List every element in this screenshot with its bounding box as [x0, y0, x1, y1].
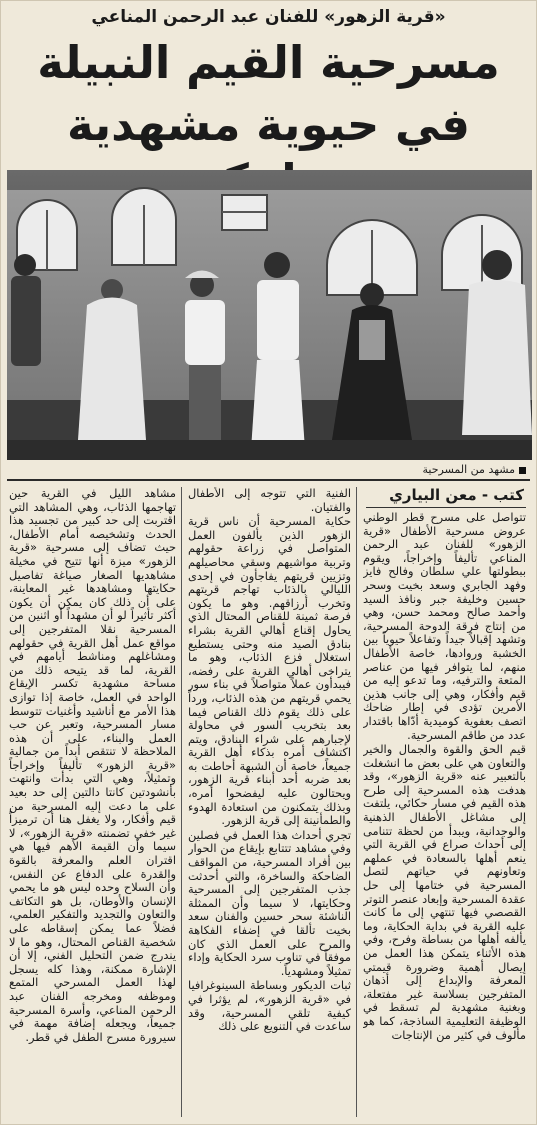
column-divider	[356, 487, 357, 1117]
caption-square-icon	[519, 467, 526, 474]
headline-line-1: مسرحية القيم النبيلة	[37, 36, 500, 89]
stage-photo	[7, 170, 532, 460]
column-2-paragraph: تجري أحداث هذا العمل في فصلين وفي مشاهد تتتابع بإيقاع من الحوار بين أفراد المسرحية، من المواقف الضاحكة والساخرة، والتي أحدثت جذب المتفرجين إلى المسرحية وحكايتها، لا سيما وأن الممثلة الناشئة سحر حسين والفنان سعد بخيت تألقا في إضفاء الفكاهة والمرح على العمل الذي كان موفقاً في تناوب سرد الحكاية وإداء تمثيلاً ومشهدياً.	[188, 827, 351, 978]
headline-line-2: في حيوية مشهدية	[66, 98, 471, 151]
article-column-3	[9, 487, 176, 1119]
article-column-1	[363, 511, 526, 1119]
column-2-paragraph: حكاية المسرحية أن ناس قرية الزهور الذين يألفون العمل المتواصل في زراعة حقولهم وتربية مواشيهم وسقي محاصيلهم وتزيين قريتهم يفاجأون في إحدى الليالي بالذئاب تهاجم قريتهم وتخرب أرزاقهم. وهو ما يكون فرصة ثمينة للقناص المحتال الذي يحاول إقناع أهالي القرية بشراء بنادق الصيد منه وحتى يستطيع استغلال فزع الذئاب، وهو ما يتراخى أهالي القرية على رفضه، فيبدأون عملاً متواصلاً في بناء سور يحمي قريتهم من هذه الذئاب، ورداً على ذلك يقوم ذلك القناص فيما بعد بتخريب السور في محاولة لإجبارهم على شراء البنادق، ويتم اكتشاف أمره بذكاء أهل القرية جميعاً، خاصة أن الشبهة أحاطت به بعد ضربه أحد أبناء قرية الزهور، ويحتالون عليه ليفضحوا أمره، وبذلك يتمكنون من استعادة الهدوء والطمأنينة إلى قرية الزهور.	[188, 514, 351, 828]
column-divider	[181, 487, 182, 1117]
article-kicker: «قرية الزهور» للفنان عبد الرحمن المناعي	[91, 7, 446, 27]
byline-rule	[366, 507, 526, 508]
column-1-paragraph: قيم الحق والقوة والجمال والخير والتعاون هي على بعض ما انشغلت بالتعبير عنه «قرية الزهور»، وقد هدفت هذه المسرحية إلى طرح هذه القيم في مسار حكائي، يلتفت إلى مشاغل الأطفال الذهنية والوجدانية، ويبدأ من لحظة تتنامى إلى أحداث صراع في القرية التي ينعم أهلها بالسعادة في عملهم وتعاونهم في حياتهم لتصل المسرحية في ختامها إلى حل عقدة المسرحية وإبعاد عنصر التوتر القصصي فيها تنتهي إلى ما كانت عليه القرية في بداية الحكاية، وما يألفه أهلها من بساطة وفرح، وفي هذه الأثناء يتمكن هذا العمل من إيصال أهمية وضرورة قيمتي المعرفة والإبداع إلى أذهان المتفرجين بسلاسة غير مفتعلة، وبغنية مشهدية لم تسقط في الوظيفة التعليمية الساذجة، كما هو مألوف في كثير من الإنتاجات	[363, 742, 526, 1042]
byline: كتب - معن البياري	[389, 486, 524, 504]
photo-caption	[423, 463, 526, 476]
column-2-paragraph: ثبات الديكور وبساطة السينوغرافيا في «قرية الزهور»، لم يؤثرا في كيفية تلقي المسرحية، وقد ساعدت في التنويع على ذلك	[188, 978, 351, 1034]
column-1-paragraph: تتواصل على مسرح قطر الوطني عروض مسرحية الأطفال «قرية الزهور» للفنان عبد الرحمن المناعي تأليفاً وإخراجاً، ويقوم ببطولتها علي سلطان وفالح فايز وفهد الجابري وسعد بخيت وسحر حسين وخليفة جبر ونافذ السيد وأحمد صالح ومحمد حسن، وهي من إنتاج فرقة الدوحة المسرحية، وتشهد إقبالاً جيداً وتفاعلاً حيوياً بين الخشبة وروادها، خاصة الأطفال منهم، لما يتوافر فيها من عناصر المتعة والترفيه، وما تدعو إليه من قيم وأفكار، وهي إلى جانب هذين الأمرين تؤدى في إطار ضاحك اتصف بعفوية كوميدية أدّاها باقتدار عدد من طاقم المسرحية.	[363, 511, 526, 742]
column-3-paragraph: مشاهد الليل في القرية حين تهاجمها الذئاب، وهي المشاهد التي اقتربت إلى حد كبير من تجسيد هذا الحدث وتشخيصه أمام الأطفال، حيث تضاف إلى مسرحية «قرية الزهور» ميزة أنها تتيح في مخيلة مشاهديها الصغار صياغة تفاصيل حكايتها ومشاهدها غير المعاينة، على أن ذلك كان يمكن أن يكون أكثر تأثيراً لو أن مشهداً أو اثنين من المسرحية نقلا المتفرجين إلى مواقع عمل أهل القرية في حقولهم ومشاغلهم ومناشط أيامهم في القرية، لما قد يتيحه ذلك من مساحة مشهدية تكسر الإيقاع الواحد في العمل، خاصة إذا توازى هذا الأمر مع أناشيد وأغنيات تتوسط مسار المسرحية، وتعبر عن حب العمل والبناء، على أن هذه الملاحظة لا تنتقص أبداً من جمالية «قرية الزهور» تأليفاً وإخراجاً وتمثيلاً، وهي التي بدأت وانتهت بأنشودتين كانتا دالتين إلى حد بعيد على ما دعت إليه المسرحية من قيم وأفكار، ولا يغفل هنا أن ترميزاً غير خفي تضمنته «قرية الزهور»، لا سيما وأن القيمة الأهم فيها هي اقتران العلم والمعرفة بالقوة والقدرة على الدفاع عن النفس، وأن السلاح وحده ليس هو ما يحمي الإنسان والأوطان، بل هو التكاتف والتعاون والتجديد والتفكير العلمي، فضلاً عما يمكن إسقاطه على شخصية القناص المحتال، وهو ما لا يندرج ضمن التحليل الفني، إلا أن الإشارة ممكنة، وهذا كله يسجل لهذا العمل المسرحي المتمع وموظفه ومخرجه الفنان عبد الرحمن المناعي، وأسرة المسرحية جميعاً، ويجعله إضافة مهمة في سيرورة مسرح الطفل في قطر.	[9, 487, 176, 1044]
article-column-2	[188, 487, 351, 1119]
photo-caption-text: مشهد من المسرحية	[422, 463, 515, 476]
section-rule	[7, 479, 530, 481]
column-2-paragraph: الفنية التي تتوجه إلى الأطفال والفتيان.	[188, 487, 351, 514]
